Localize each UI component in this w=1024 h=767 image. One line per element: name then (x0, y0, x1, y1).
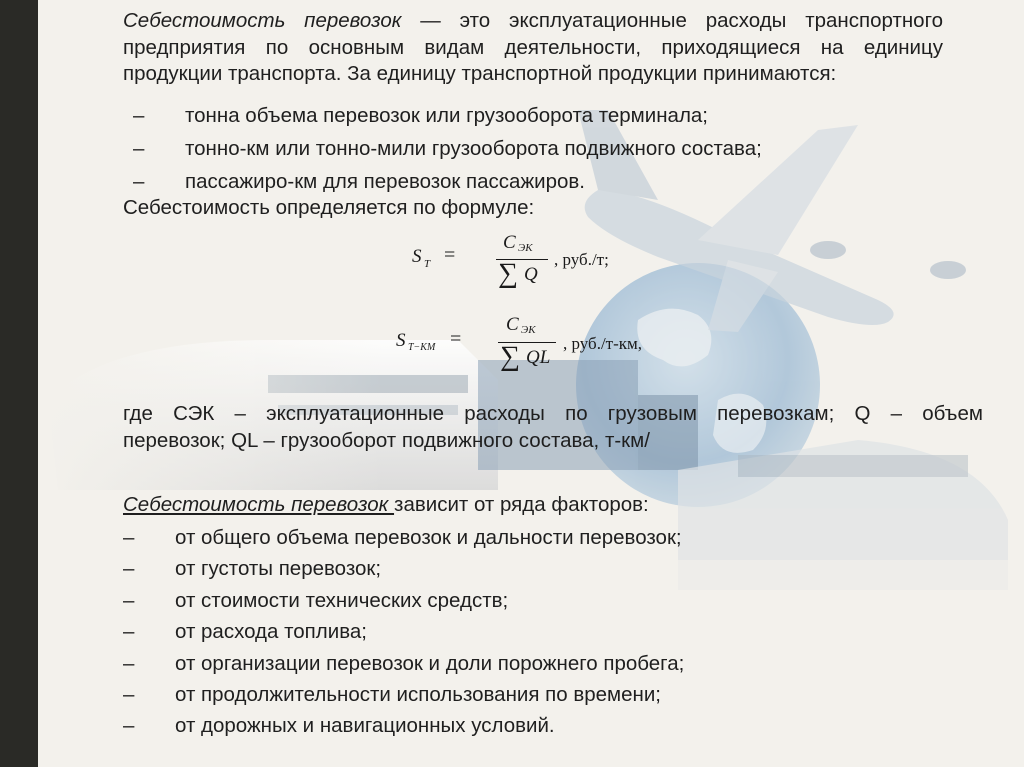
formula-lhs: S (412, 246, 422, 267)
list-item-text: от стоимости технических средств; (175, 588, 509, 612)
formula-cost-per-ton-km (396, 312, 666, 374)
formula-unit: , руб./т-км, (563, 334, 643, 353)
formula-lhs-sub: Т−КМ (408, 342, 436, 353)
formula-lhs-sub: Т (424, 258, 431, 270)
formula-equals: = (450, 328, 462, 350)
formula-numerator: C (503, 232, 516, 253)
list-item-text: от организации перевозок и доли порожнего пробега; (175, 651, 685, 675)
formula-numerator-sub: ЭК (521, 324, 536, 336)
formula-denominator: QL (526, 347, 551, 368)
slide-content (38, 0, 1024, 767)
list-item-text: от густоты перевозок; (175, 557, 382, 581)
factors-intro (123, 492, 649, 519)
formula-numerator: C (506, 314, 519, 335)
left-accent-bar (0, 0, 38, 767)
legend-line: где СЭК – эксплуатационные расходы по грузовым перевозкам; Q – объем (123, 402, 983, 425)
dash-bullet: – (133, 170, 145, 193)
formula-denominator: Q (524, 264, 538, 285)
list-item (123, 713, 923, 744)
list-item (123, 525, 923, 556)
sum-symbol: ∑ (498, 258, 518, 289)
definition-term: Себестоимость перевозок (123, 9, 402, 32)
definition-paragraph (123, 8, 943, 88)
formula-unit: , руб./т; (554, 250, 609, 269)
list-item-text: пассажиро-км для перевозок пассажиров. (185, 170, 586, 193)
formula-cost-per-ton (412, 232, 642, 292)
dash-bullet: – (123, 526, 135, 549)
dash-bullet: – (123, 620, 135, 644)
list-item (123, 619, 923, 650)
list-item-text: от дорожных и навигационных условий. (175, 714, 555, 738)
formula-lhs: S (396, 330, 406, 351)
dash-bullet: – (123, 588, 135, 612)
definition-line (123, 8, 943, 35)
list-item (133, 103, 933, 136)
legend-line: перевозок; QL – грузооборот подвижного состава, т-км/ (123, 428, 650, 452)
dash-bullet: – (123, 682, 135, 706)
list-item-text: тонно-км или тонно-мили грузооборота подвижного состава; (185, 137, 762, 160)
definition-line-text: — это эксплуатационные расходы транспортного (401, 9, 943, 32)
formula-equals: = (444, 244, 456, 266)
factors-list (123, 525, 923, 745)
list-item-text: тонна объема перевозок или грузооборота терминала; (185, 104, 709, 127)
list-item-text: от расхода топлива; (175, 620, 367, 644)
list-item (123, 651, 923, 682)
units-list (133, 103, 933, 202)
formula-numerator-sub: ЭК (518, 242, 533, 254)
factors-term: Себестоимость перевозок (123, 493, 395, 516)
definition-line: предприятия по основным видам деятельности, приходящиеся на единицу (123, 35, 943, 59)
dash-bullet: – (133, 104, 145, 127)
dash-bullet: – (123, 557, 135, 581)
list-item-text: от общего объема перевозок и дальности перевозок; (175, 526, 682, 549)
list-item-text: от продолжительности использования по времени; (175, 682, 662, 706)
formula-intro: Себестоимость определяется по формуле: (123, 196, 535, 219)
dash-bullet: – (133, 137, 145, 160)
dash-bullet: – (123, 714, 135, 738)
dash-bullet: – (123, 651, 135, 675)
factors-intro-text: зависит от ряда факторов: (394, 493, 649, 516)
list-item (133, 136, 933, 169)
legend-paragraph (123, 401, 983, 454)
list-item (123, 556, 923, 587)
list-item (123, 682, 923, 713)
definition-line: продукции транспорта. За единицу транспортной продукции принимаются: (123, 62, 837, 85)
sum-symbol: ∑ (500, 341, 520, 372)
list-item (123, 588, 923, 619)
